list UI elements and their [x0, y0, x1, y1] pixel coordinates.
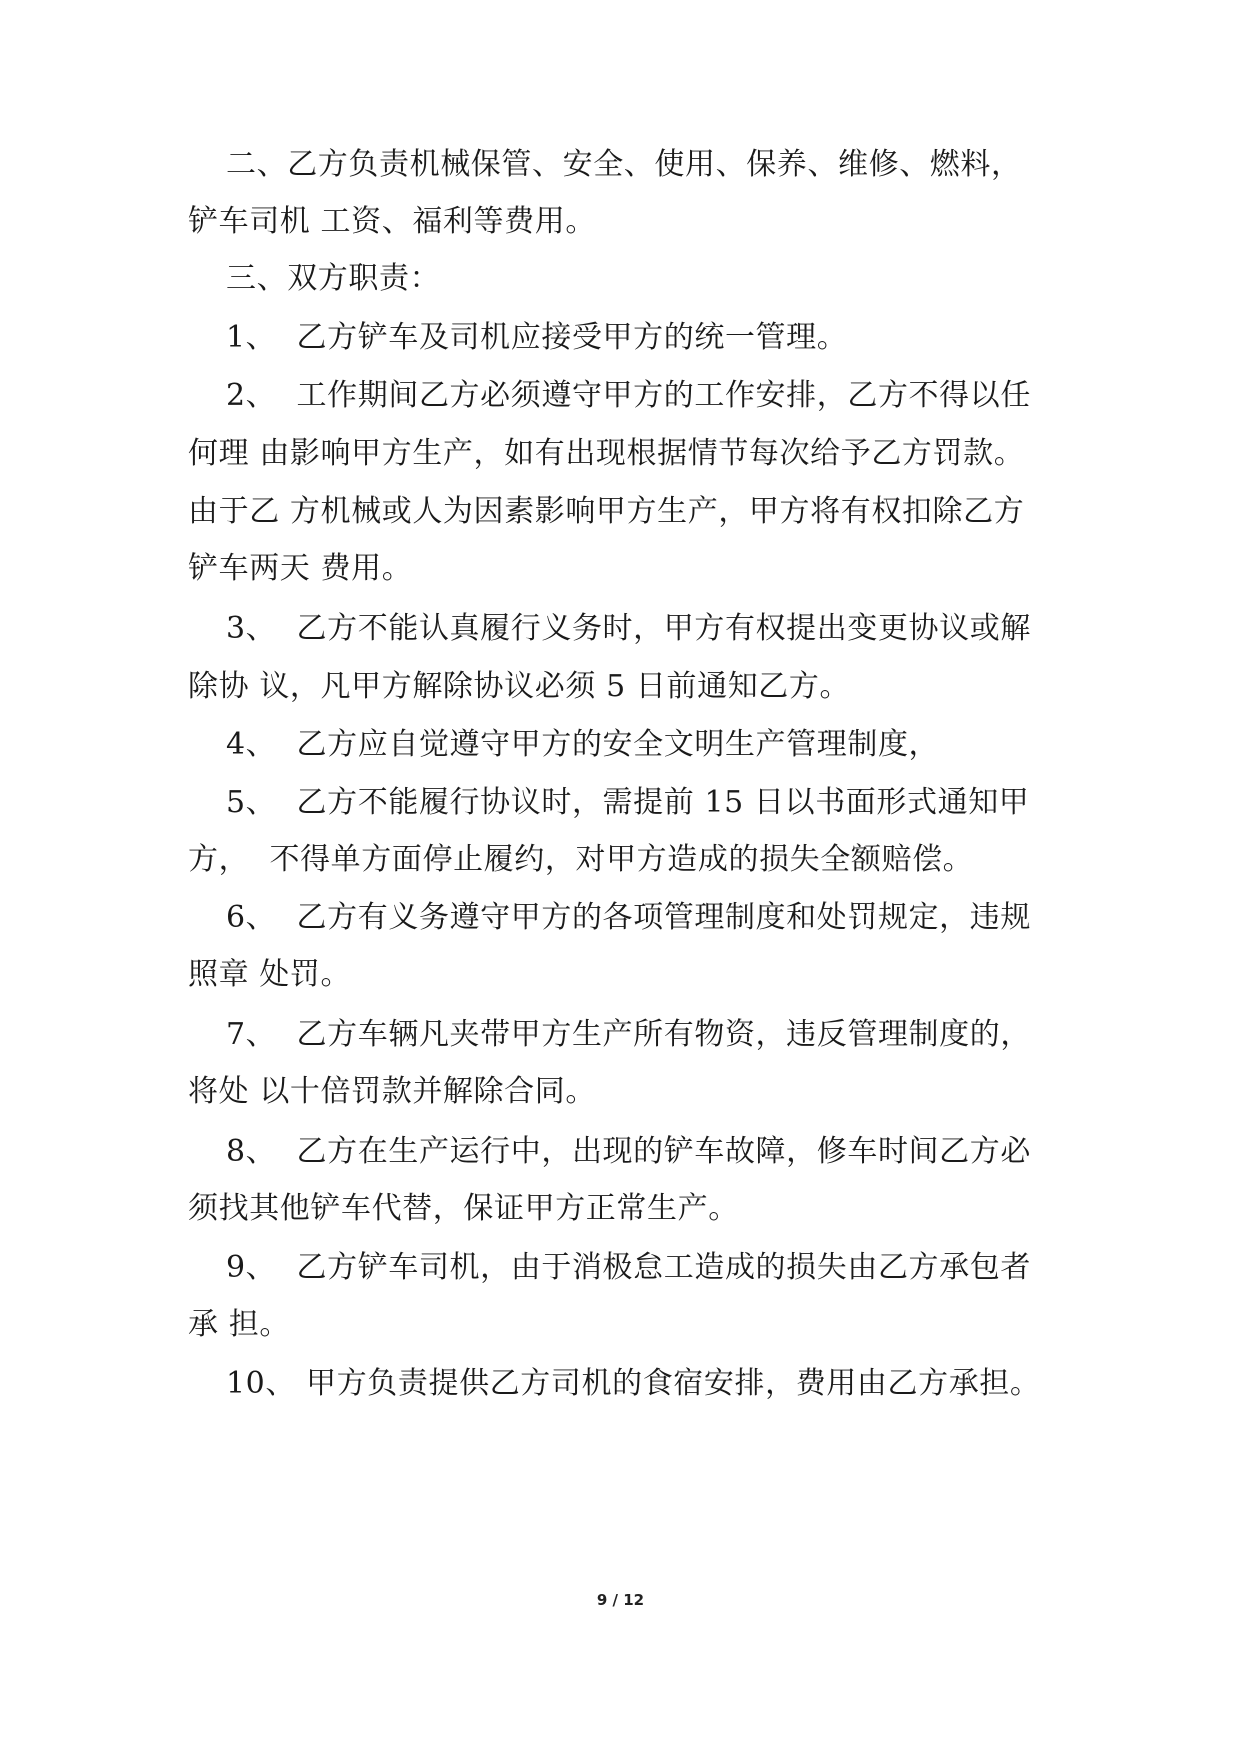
- text-line: 须找其他铲车代替，保证甲方正常生产。: [188, 1191, 739, 1226]
- text-line: 10、 甲方负责提供乙方司机的食宿安排，费用由乙方承担。: [226, 1366, 1041, 1401]
- text-line: 除协 议，凡甲方解除协议必须 5 日前通知乙方。: [188, 669, 851, 704]
- text-line: 5、 乙方不能履行协议时，需提前 15 日以书面形式通知甲: [226, 785, 1030, 820]
- text-line: 三、双方职责：: [226, 261, 441, 296]
- text-line: 铲车司机 工资、福利等费用。: [188, 204, 596, 239]
- text-line: 铲车两天 费用。: [188, 551, 413, 586]
- text-line: 将处 以十倍罚款并解除合同。: [188, 1074, 596, 1109]
- text-line: 何理 由影响甲方生产，如有出现根据情节每次给予乙方罚款。: [188, 436, 1025, 471]
- text-line: 4、 乙方应自觉遵守甲方的安全文明生产管理制度，: [226, 727, 940, 762]
- text-line: 承 担。: [188, 1307, 290, 1342]
- text-line: 2、 工作期间乙方必须遵守甲方的工作安排，乙方不得以任: [226, 378, 1031, 413]
- text-line: 6、 乙方有义务遵守甲方的各项管理制度和处罚规定，违规: [226, 900, 1031, 935]
- text-line: 二、乙方负责机械保管、安全、使用、保养、维修、燃料，: [226, 147, 1022, 182]
- text-line: 照章 处罚。: [188, 957, 352, 992]
- text-line: 7、 乙方车辆凡夹带甲方生产所有物资，违反管理制度的，: [226, 1017, 1031, 1052]
- text-line: 由于乙 方机械或人为因素影响甲方生产，甲方将有权扣除乙方: [188, 494, 1025, 529]
- text-line: 9、 乙方铲车司机，由于消极怠工造成的损失由乙方承包者: [226, 1250, 1031, 1285]
- page-number: 9 / 12: [596, 1591, 645, 1609]
- text-line: 3、 乙方不能认真履行义务时，甲方有权提出变更协议或解: [226, 611, 1031, 646]
- text-line: 8、 乙方在生产运行中，出现的铲车故障，修车时间乙方必: [226, 1134, 1031, 1169]
- text-line: 1、 乙方铲车及司机应接受甲方的统一管理。: [226, 320, 848, 355]
- text-line: 方， 不得单方面停止履约，对甲方造成的损失全额赔偿。: [188, 842, 974, 877]
